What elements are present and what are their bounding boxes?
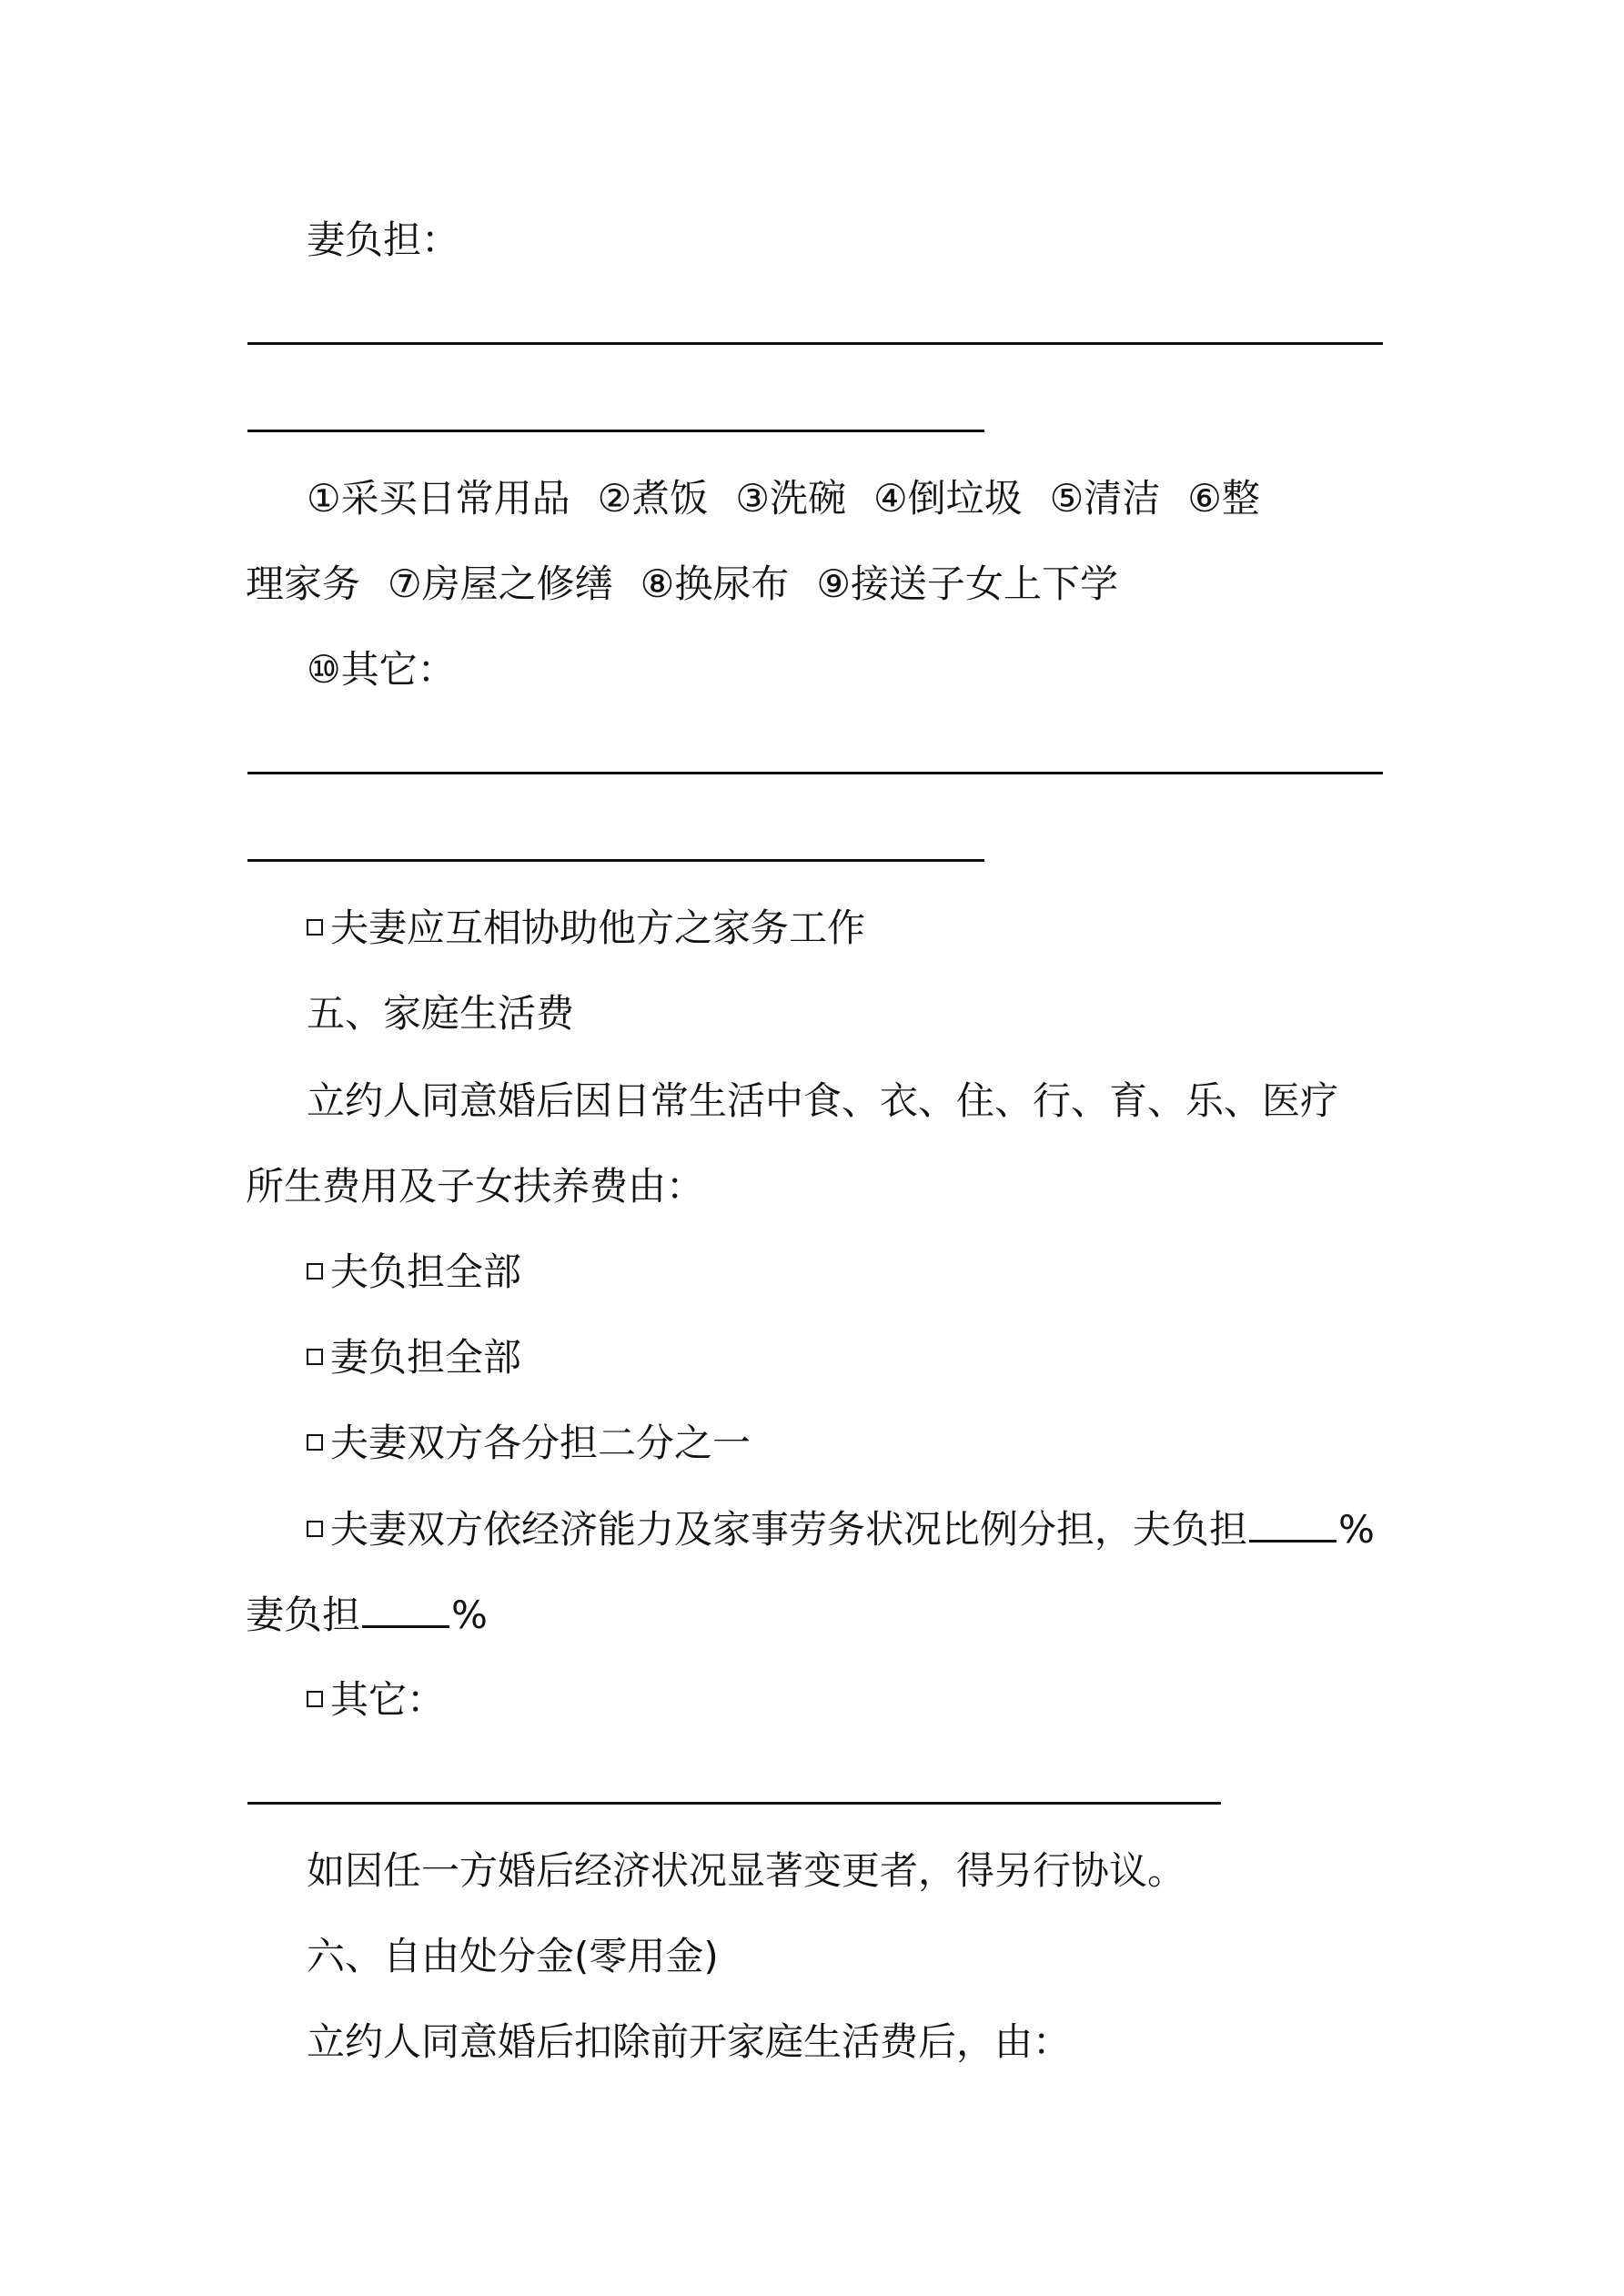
chores-other: ⑩其它： (307, 647, 456, 692)
fill-line (247, 342, 1383, 345)
section-title: 五、家庭生活费 (307, 991, 575, 1036)
husband-percent-blank[interactable] (1249, 1503, 1337, 1542)
paragraph: 立约人同意婚后扣除前开家庭生活费后，由： (307, 2019, 1072, 2064)
option-line: 夫妻双方依经济能力及家事劳务状况比例分担，夫负担 % (307, 1503, 1386, 1555)
checkbox[interactable] (307, 919, 323, 936)
fill-line (247, 772, 1383, 774)
checkbox[interactable] (307, 1349, 323, 1365)
chore-item: ⑦房屋之修缮 (388, 561, 613, 606)
fill-line (247, 859, 984, 862)
option-line: 妻负担全部 (307, 1332, 1386, 1383)
chore-item: ⑥整 (1187, 476, 1260, 521)
chores-line-2 (246, 559, 1386, 610)
chore-item: ⑧换尿布 (640, 561, 790, 606)
chore-item: 理家务 (246, 561, 361, 606)
chores-line-1 (307, 473, 1386, 524)
checkbox[interactable] (307, 1521, 323, 1537)
assist-option: 夫妻应互相协助他方之家务工作 (307, 903, 1386, 954)
paragraph: 所生费用及子女扶养费由： (246, 1164, 705, 1209)
option-line: 夫妻双方各分担二分之一 (307, 1418, 1386, 1469)
section-title: 六、自由处分金(零用金) (307, 1934, 719, 1978)
wife-bear-label: 妻负担： (307, 217, 460, 262)
checkbox[interactable] (307, 1263, 323, 1279)
checkbox[interactable] (307, 1434, 323, 1451)
paragraph: 立约人同意婚后因日常生活中食、衣、住、行、育、乐、医疗 (307, 1078, 1339, 1123)
option-line-continued: 妻负担 % (246, 1589, 1386, 1641)
option-line: 夫负担全部 (307, 1247, 1386, 1298)
chore-item: ⑨接送子女上下学 (816, 561, 1118, 606)
wife-percent-blank[interactable] (362, 1589, 449, 1628)
chore-item: ③洗碗 (735, 476, 846, 521)
chore-item: ④倒垃圾 (873, 476, 1023, 521)
paragraph: 如因任一方婚后经济状况显著变更者，得另行协议。 (307, 1848, 1186, 1893)
chore-item: ①采买日常用品 (307, 476, 570, 521)
option-line: 其它： (307, 1674, 1386, 1725)
chore-item: ⑤清洁 (1049, 476, 1161, 521)
checkbox[interactable] (307, 1691, 323, 1707)
fill-line (247, 1802, 1221, 1805)
chore-item: ②煮饭 (597, 476, 709, 521)
fill-line (247, 430, 984, 432)
